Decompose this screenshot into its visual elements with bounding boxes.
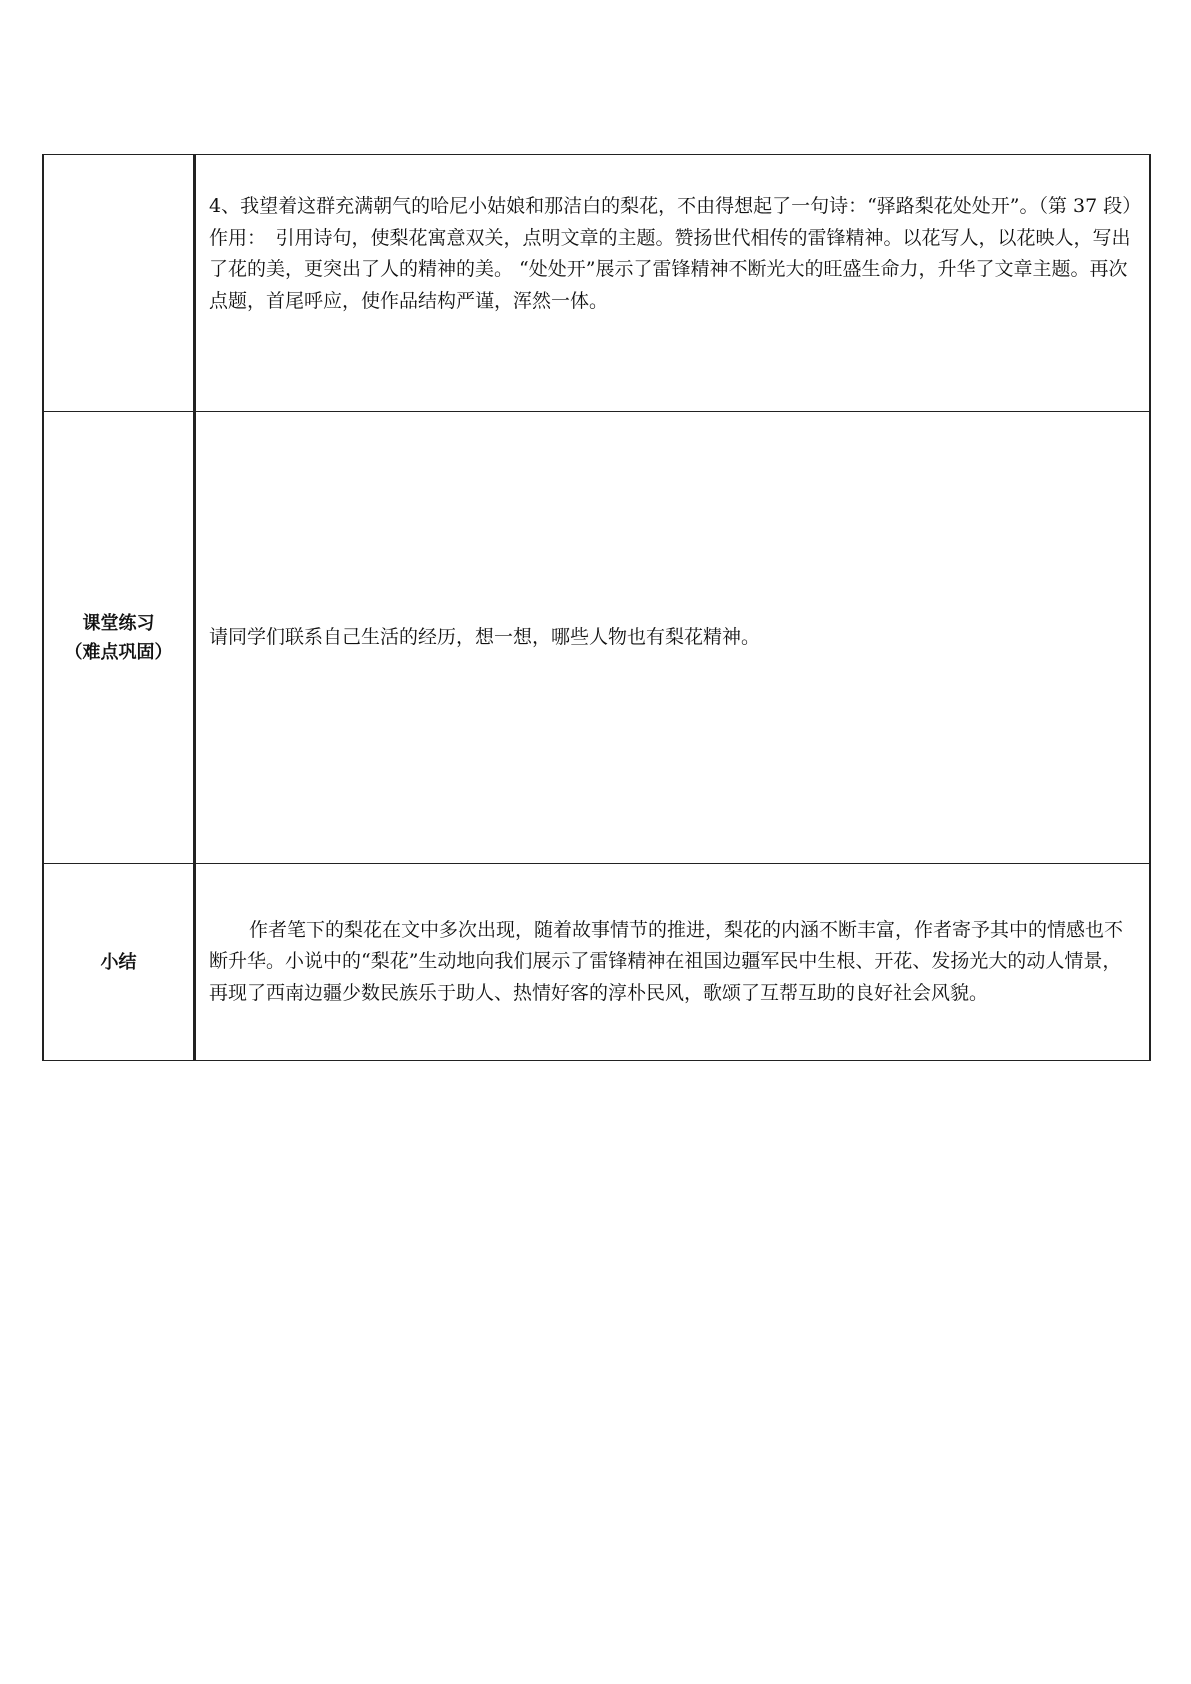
classroom-practice-cell [195, 412, 1151, 864]
quote-analysis-cell [195, 155, 1151, 412]
summary-cell [195, 864, 1151, 1061]
row-label-classroom-practice [43, 412, 195, 864]
table-row [43, 864, 1150, 1061]
row-label-empty [43, 155, 195, 412]
function-explanation: 作用： 引用诗句，使梨花寓意双关，点明文章的主题。赞扬世代相传的雷锋精神。以花写人，以花映人，写出了花的美，更突出了人的精神的美。 “处处开”展示了雷锋精神不断光大的旺盛生命力，升华了文章主题。再次点题，首尾呼应，使作品结构严谨，浑然一体。 [209, 226, 1131, 312]
label-line-difficulty: （难点巩固） [64, 641, 173, 663]
label-line-practice: 课堂练习 [82, 612, 155, 634]
label-line-summary: 小结 [100, 951, 137, 973]
lesson-plan-table [42, 154, 1151, 1061]
practice-prompt: 请同学们联系自己生活的经历，想一想，哪些人物也有梨花精神。 [209, 625, 761, 648]
row-label-summary [43, 864, 195, 1061]
quote-line: 4、我望着这群充满朝气的哈尼小姑娘和那洁白的梨花，不由得想起了一句诗：“驿路梨花处处开”。（第 37 段） [209, 195, 1142, 217]
summary-text: 作者笔下的梨花在文中多次出现，随着故事情节的推进，梨花的内涵不断丰富，作者寄予其中的情感也不断升华。小说中的“梨花”生动地向我们展示了雷锋精神在祖国边疆军民中生根、开花、发扬光大的动人情景，再现了西南边疆少数民族乐于助人、热情好客的淳朴民风，歌颂了互帮互助的良好社会风貌。 [209, 918, 1124, 1004]
table-row [43, 412, 1150, 864]
table-row [43, 155, 1150, 412]
